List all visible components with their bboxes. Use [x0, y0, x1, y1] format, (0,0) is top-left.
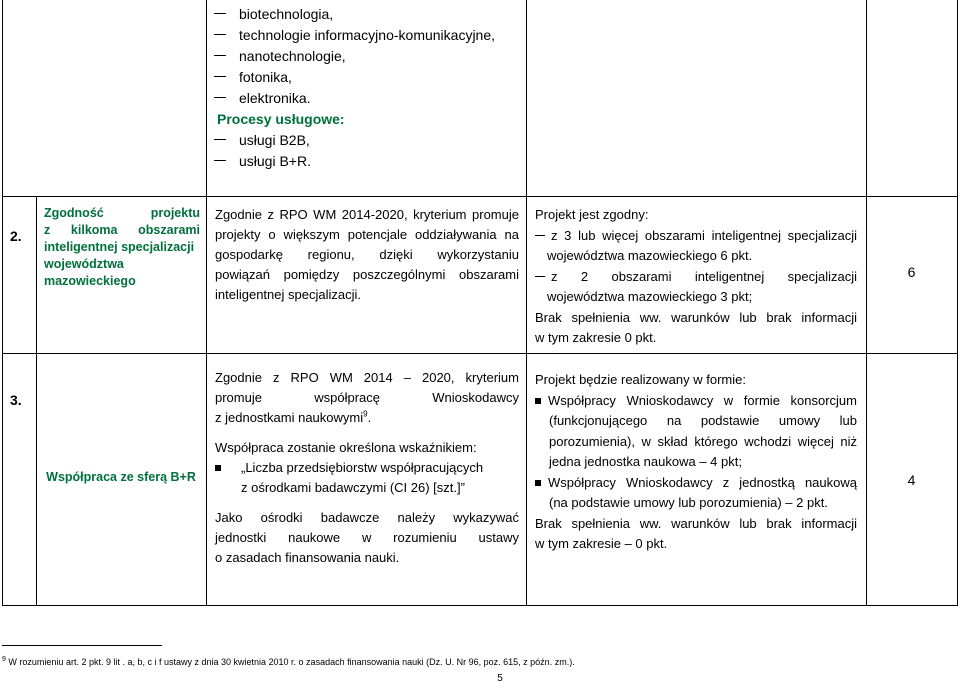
bullet-icon	[215, 465, 221, 471]
table-divider-col3	[526, 0, 527, 606]
table-border-right	[957, 0, 958, 606]
footnote-ref[interactable]: 9	[363, 409, 368, 419]
criterion-name: Zgodność projektu z kilkoma obszarami inteligentnej specjalizacji województwa mazowieckiego	[44, 206, 200, 288]
table-border-left	[2, 0, 3, 606]
row-number: 2.	[10, 228, 22, 244]
row-divider-top	[2, 196, 958, 197]
table-divider-col4	[866, 0, 867, 606]
bullet-icon	[535, 398, 541, 404]
max-points: 4	[907, 472, 916, 488]
criterion-description: Zgodnie z RPO WM 2014-2020, kryterium promuje projekty o większym potencjale oddziaływania na gospodarkę regionu, dzięki wykorzystaniu powiązań pomiędzy poszczególnymi obszarami inteligentnej specjalizacji.	[215, 207, 519, 302]
table-border-bottom	[2, 605, 958, 606]
max-points: 6	[907, 264, 916, 280]
services-heading: Procesy usługowe:	[217, 111, 345, 127]
row-number: 3.	[10, 392, 22, 408]
criterion-name: Współpraca ze sferą B+R	[46, 470, 196, 484]
table-divider-col1	[36, 196, 37, 606]
table-divider-col2	[206, 0, 207, 606]
criterion-description: Zgodnie z RPO WM 2014 – 2020, kryterium promuje współpracę Wnioskodawcy z jednostkami naukowymi$^9$. Współpraca zostanie określona wskaźnikiem: „Liczba przedsiębiorstw współpracujących z ośrodkami badawczymi (CI 26) [szt.]” Jako ośrodki badawcze należy wykazywać jednostki naukowe w rozumieniu ustawy o zasadach finansowania nauki.	[215, 370, 519, 565]
page-number: 5	[497, 673, 503, 684]
scoring-rules: Projekt będzie realizowany w formie: Współpracy Wnioskodawcy w formie konsorcjum (funkcjonującego na podstawie umowy lub porozumienia), w skład którego wchodzi więcej niż jedna jednostka naukowa – 4 pkt; Współpracy Wnioskodawcy z jednostką naukową (na podstawie umowy lub porozumienia) – 2 pkt. Brak spełnienia ww. warunków lub brak informacji w tym zakresie – 0 pkt.	[535, 372, 857, 551]
footnote: $^9$ W rozumieniu art. 2 pkt. 9 lit . a, b, c i f ustawy z dnia 30 kwietnia 2010 r. o zasadach finansowania nauki (Dz. U. Nr 96, poz. 615, z późn. zm.).	[2, 656, 575, 667]
row-divider-middle	[2, 353, 958, 354]
scoring-rules: Projekt jest zgodny: z 3 lub więcej obszarami inteligentnej specjalizacji województwa mazowieckiego 6 pkt. z 2 obszarami inteligentnej specjalizacji województwa mazowieckiego 3 pkt; Brak spełnienia ww. warunków lub brak informacji w tym zakresie 0 pkt.	[535, 207, 857, 345]
bullet-icon	[535, 480, 541, 486]
footnote-separator	[2, 645, 162, 646]
